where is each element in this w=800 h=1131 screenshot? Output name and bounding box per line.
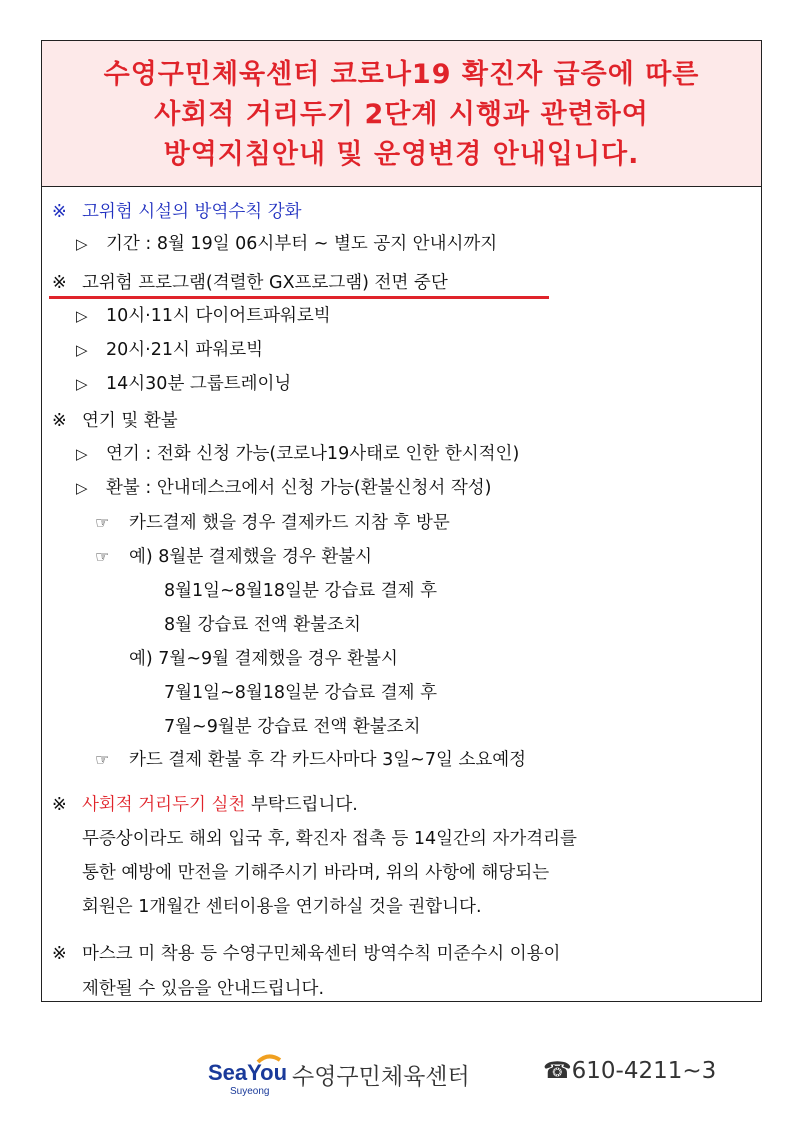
footer-phone: ☎610-4211~3: [543, 1058, 717, 1084]
section4-line2: 통한 예방에 만전을 기해주시기 바라며, 위의 사항에 해당되는: [82, 863, 550, 883]
section2-title-row: [52, 271, 448, 295]
logo-subtext: Suyeong: [230, 1086, 270, 1097]
section1-title: 고위험 시설의 방역수칙 강화: [82, 202, 302, 222]
postpone-row: [76, 442, 519, 466]
example2-line2: 7월~9월분 강습료 전액 환불조치: [164, 717, 421, 737]
notice-frame: [41, 40, 762, 1002]
example2-title: 예) 7월~9월 결제했을 경우 환불시: [129, 649, 398, 669]
section2-item: [76, 372, 291, 396]
triangle-bullet-icon: ▷: [76, 235, 88, 253]
reference-mark-icon: ※: [52, 411, 67, 431]
section2-item: [76, 338, 263, 362]
card-refund-note: 카드 결제 환불 후 각 카드사마다 3일~7일 소요예정: [129, 750, 527, 770]
program-item: 20시·21시 파워로빅: [106, 340, 264, 360]
example2-line1: 7월1일~8월18일분 강습료 결제 후: [164, 683, 437, 703]
triangle-bullet-icon: ▷: [76, 307, 88, 325]
footer-center-name: 수영구민체육센터: [292, 1064, 470, 1090]
reference-mark-icon: ※: [52, 795, 67, 815]
refund-text: 환불 : 안내데스크에서 신청 가능(환불신청서 작성): [106, 478, 492, 498]
section4-line3: 회원은 1개월간 센터이용을 연기하실 것을 권합니다.: [82, 897, 482, 917]
section1-period: 기간 : 8월 19일 06시부터 ~ 별도 공지 안내시까지: [106, 234, 498, 254]
section2-title: 고위험 프로그램(격렬한 GX프로그램) 전면 중단: [82, 273, 448, 293]
card-note: 카드결제 했을 경우 결제카드 지참 후 방문: [129, 513, 450, 533]
section5-line1-row: [52, 942, 560, 966]
triangle-bullet-icon: ▷: [76, 341, 88, 359]
triangle-bullet-icon: ▷: [76, 445, 88, 463]
section4-title-highlight: 사회적 거리두기 실천: [82, 795, 246, 815]
example1-line2: 8월 강습료 전액 환불조치: [164, 615, 361, 635]
section4-title-rest: 부탁드립니다.: [245, 795, 358, 815]
example1-line1: 8월1일~8월18일분 강습료 결제 후: [164, 581, 437, 601]
pointing-hand-icon: ☞: [95, 513, 110, 532]
example1-title: 예) 8월분 결제했을 경우 환불시: [129, 547, 373, 567]
section4-title-row: [52, 793, 358, 817]
section3-title: 연기 및 환불: [82, 411, 178, 431]
reference-mark-icon: ※: [52, 202, 67, 222]
triangle-bullet-icon: ▷: [76, 479, 88, 497]
pointing-hand-icon: ☞: [95, 547, 110, 566]
postpone-text: 연기 : 전화 신청 가능(코로나19사태로 인한 한시적인): [106, 444, 520, 464]
section5-line1: 마스크 미 착용 등 수영구민체육센터 방역수칙 미준수시 이용이: [82, 944, 561, 964]
section3-title-row: [52, 409, 178, 433]
section1-title-row: [52, 200, 302, 224]
header-line-1: 수영구민체육센터 코로나19 확진자 급증에 따른: [103, 59, 700, 90]
card-note-row: [95, 511, 450, 535]
logo-text: SeaYou: [208, 1060, 288, 1085]
section2-item: [76, 304, 331, 328]
program-item: 10시·11시 다이어트파워로빅: [106, 306, 331, 326]
section5-line2: 제한될 수 있음을 안내드립니다.: [82, 979, 325, 999]
section4-line1: 무증상이라도 해외 입국 후, 확진자 접촉 등 14일간의 자가격리를: [82, 829, 577, 849]
section1-period-row: [76, 232, 497, 256]
example1-title-row: [95, 545, 372, 569]
triangle-bullet-icon: ▷: [76, 375, 88, 393]
pointing-hand-icon: ☞: [95, 750, 110, 769]
reference-mark-icon: ※: [52, 273, 67, 293]
seayou-logo: [208, 1052, 288, 1098]
reference-mark-icon: ※: [52, 944, 67, 964]
section2-underline: [49, 296, 549, 299]
notice-body: [42, 41, 761, 1001]
card-refund-row: [95, 748, 526, 772]
header-line-3: 방역지침안내 및 운영변경 안내입니다.: [163, 139, 640, 170]
refund-row: [76, 476, 491, 500]
program-item: 14시30분 그룹트레이닝: [106, 374, 292, 394]
header-line-2: 사회적 거리두기 2단계 시행과 관련하여: [154, 99, 649, 130]
